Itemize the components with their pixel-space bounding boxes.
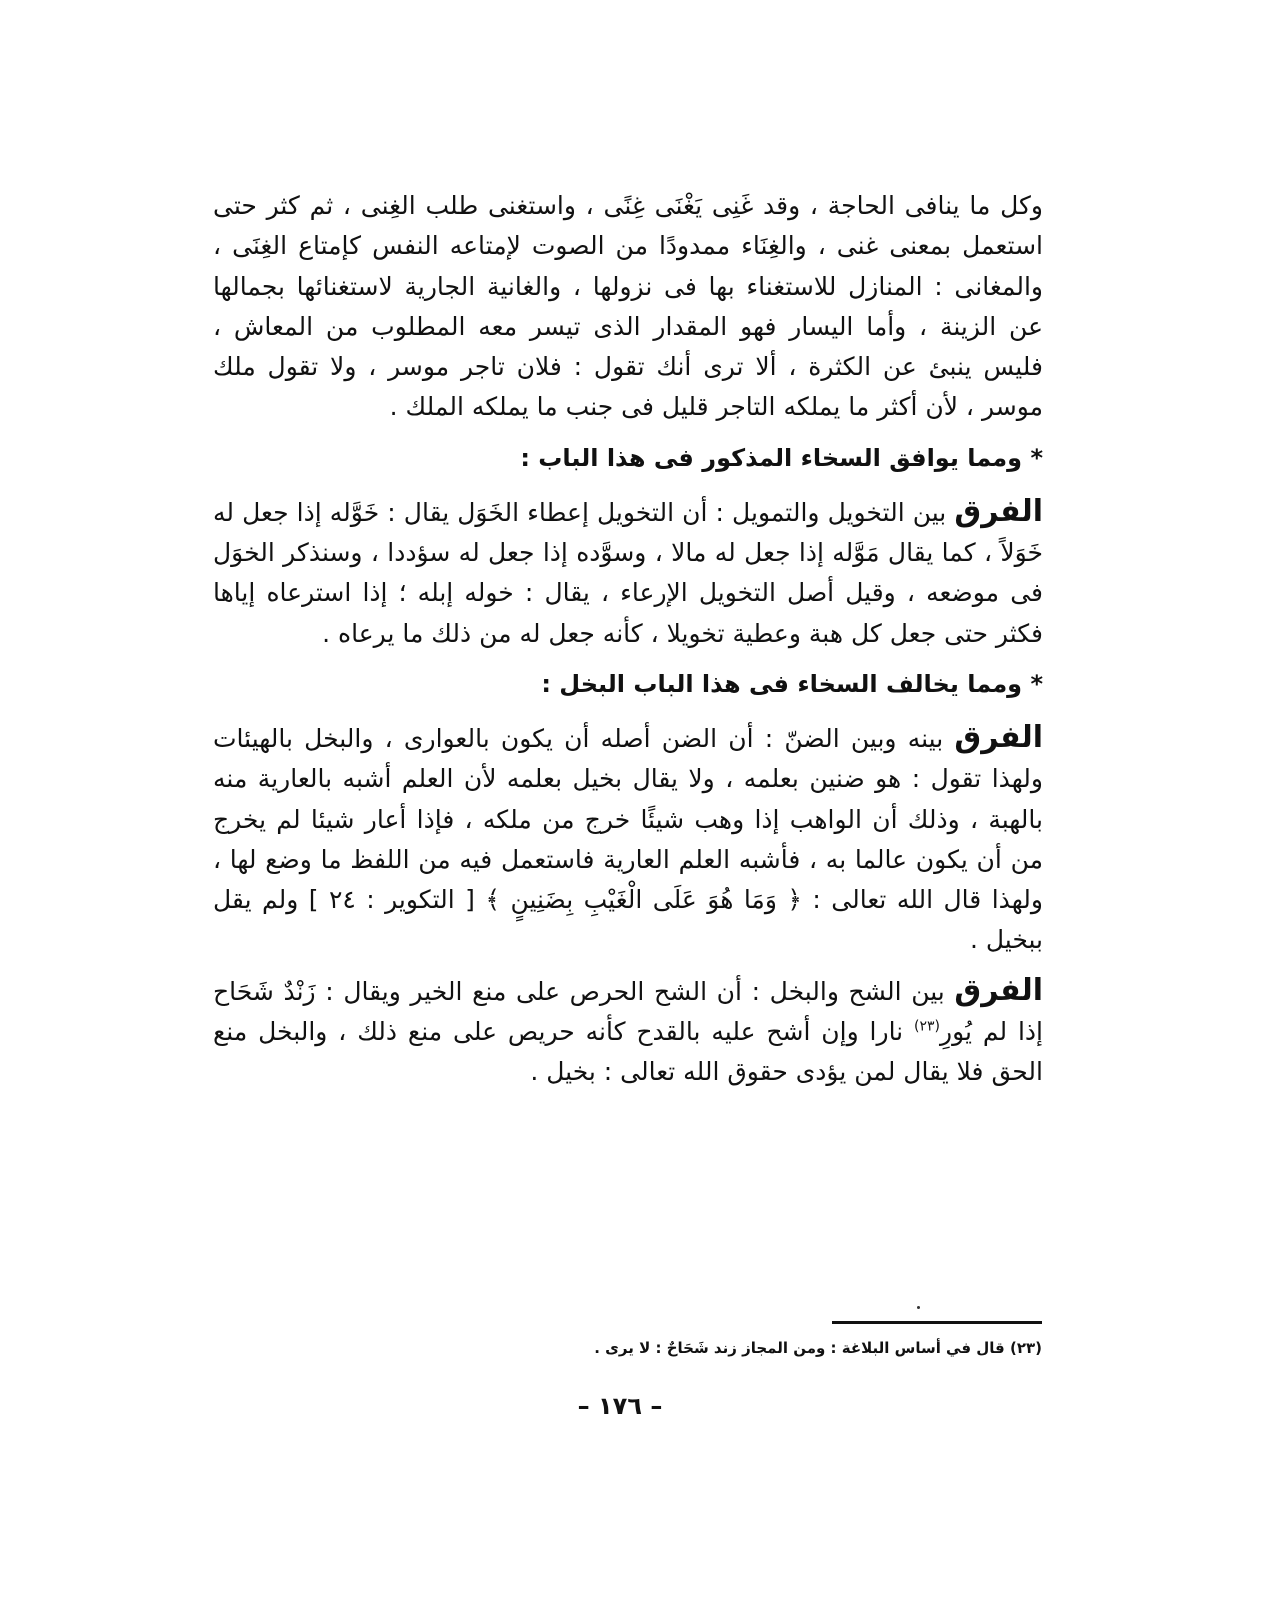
paragraph-text: بين التخويل والتمويل : أن التخويل إعطاء الخَوَل يقال : خَوَّله إذا جعل له خَوَلاً ، كما يقال مَوَّله إذا جعل له مالا ، وسوَّده إذا جعل له سؤددا ، وسنذكر الخوَل فى موضعه ، وقيل أصل التخويل الإرعاء ، يقال : خوله إبله ؛ إذا استرعاه إياها فكثر حتى جعل كل هبة وعطية تخويلا ، كأنه جعل له من ذلك ما يرعاه . [213, 497, 1043, 648]
footnote-divider [832, 1321, 1042, 1324]
paragraph-text-continued: نارا وإن أشح عليه بالقدح كأنه حريص على منع ذلك ، والبخل منع الحق فلا يقال لمن يؤدى حقوق الله تعالى : بخيل . [213, 1017, 1043, 1087]
paragraph-intro [213, 186, 1043, 428]
paragraph-text: بين الشح والبخل : أن الشح الحرص على منع الخير ويقال : زَنْدٌ شَحَاح إذا لم يُورِ [213, 976, 1043, 1047]
main-text [213, 186, 1043, 1093]
footnote: (٢٣) قال في أساس البلاغة : ومن المجاز زند شَحَاحٌ : لا يرى . [594, 1339, 1042, 1357]
paragraph-shuhh [213, 971, 1043, 1093]
paragraph-takhwil [213, 492, 1043, 654]
footnote-reference: (٢٣) [914, 1018, 941, 1035]
paragraph-text: وكل ما ينافى الحاجة ، وقد غَنِى يَغْنَى غِنًى ، واستغنى طلب الغِنى ، ثم كثر حتى استعمل بمعنى غنى ، والغِنَاء ممدودًا من الصوت لإمتاعه النفس كإمتاع الغِنَى ، والمغانى : المنازل للاستغناء بها فى نزولها ، والغانية الجارية لاستغنائها بجمالها عن الزينة ، وأما اليسار فهو المقدار الذى تيسر معه المطلوب من المعاش ، فليس ينبئ عن الكثرة ، ألا ترى أنك تقول : فلان تاجر موسر ، ولا تقول ملك موسر ، لأن أكثر ما يملكه التاجر قليل فى جنب ما يملكه الملك . [213, 191, 1043, 422]
paragraph-lead-word: الفرق [954, 719, 1043, 755]
paragraph-dhann [213, 718, 1043, 961]
paragraph-lead-word: الفرق [954, 972, 1043, 1008]
section-heading-agreement: * ومما يوافق السخاء المذكور فى هذا الباب : [520, 443, 1043, 472]
page-number: – ١٧٦ – [577, 1392, 663, 1420]
scan-speck [917, 1306, 920, 1309]
paragraph-lead-word: الفرق [954, 493, 1044, 529]
section-heading-contrast: * ومما يخالف السخاء فى هذا الباب البخل : [541, 669, 1043, 698]
paragraph-text: بينه وبين الضنّ : أن الضن أصله أن يكون بالعوارى ، والبخل بالهيئات ولهذا تقول : هو ضنين بعلمه ، ولا يقال بخيل بعلمه لأن العلم أشبه بالعارية منه بالهبة ، وذلك أن الواهب إذا وهب شيئًا خرج من ملكه ، فإذا أعار شيئا لم يخرج من أن يكون عالما به ، فأشبه العلم العارية فاستعمل فيه من اللفظ ما وضع لها ، ولهذا قال الله تعالى : ﴿ وَمَا هُوَ عَلَى الْغَيْبِ بِضَنِينٍ ﴾ [ التكوير : ٢٤ ] ولم يقل ببخيل . [213, 723, 1043, 955]
